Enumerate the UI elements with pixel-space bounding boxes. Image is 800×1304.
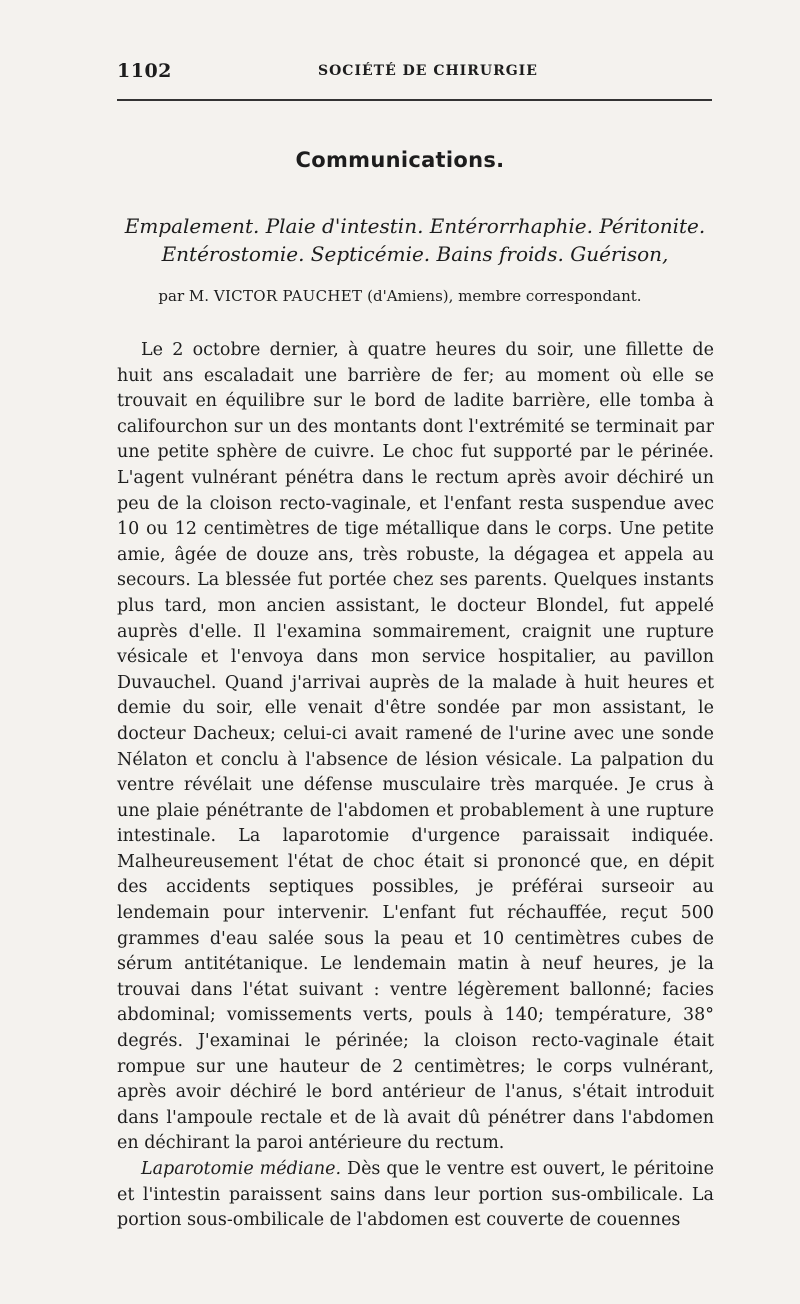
article-title: Empalement. Plaie d'intestin. Entérorrhaphie. Péritonite. Entérostomie. Septicémie. Bains froids. Guérison,: [124, 214, 706, 266]
header-rule: [117, 99, 712, 101]
paragraph-2-text: Dès que le ventre est ouvert, le péritoine et l'intestin paraissent sains dans leur portion sus-ombilicale. La portion sous-ombilicale de l'abdomen est couverte de couennes: [117, 1159, 714, 1231]
body-paragraph-2: [117, 1157, 714, 1234]
paragraph-2-lead: Laparotomie médiane.: [141, 1159, 342, 1179]
page-number: 1102: [117, 60, 172, 82]
article-body: [117, 338, 714, 1234]
byline: [0, 287, 800, 305]
byline-suffix: (d'Amiens), membre correspondant.: [367, 287, 642, 305]
byline-prefix: par M.: [158, 287, 210, 305]
section-heading: Communications.: [295, 148, 505, 172]
running-title: SOCIÉTÉ DE CHIRURGIE: [318, 63, 538, 79]
byline-author: VICTOR PAUCHET: [213, 287, 363, 305]
body-paragraph-1: Le 2 octobre dernier, à quatre heures du soir, une fillette de huit ans escaladait une barrière de fer; au moment où elle se trouvait en équilibre sur le bord de ladite barrière, elle tomba à califourchon sur un des montants dont l'extrémité se terminait par une petite sphère de cuivre. Le choc fut supporté par le périnée. L'agent vulnérant pénétra dans le rectum après avoir déchiré un peu de la cloison recto-vaginale, et l'enfant resta suspendue avec 10 ou 12 centimètres de tige métallique dans le corps. Une petite amie, âgée de douze ans, très robuste, la dégagea et appela au secours. La blessée fut portée chez ses parents. Quelques instants plus tard, mon ancien assistant, le docteur Blondel, fut appelé auprès d'elle. Il l'examina sommairement, craignit une rupture vésicale et l'envoya dans mon service hospitalier, au pavillon Duvauchel. Quand j'arrivai auprès de la malade à huit heures et demie du soir, elle venait d'être sondée par mon assistant, le docteur Dacheux; celui-ci avait ramené de l'urine avec une sonde Nélaton et conclu à l'absence de lésion vésicale. La palpation du ventre révélait une défense musculaire très marquée. Je crus à une plaie pénétrante de l'abdomen et probablement à une rupture intestinale. La laparotomie d'urgence paraissait indiquée. Malheureusement l'état de choc était si prononcé que, en dépit des accidents septiques possibles, je préférai surseoir au lendemain pour intervenir. L'enfant fut réchauffée, reçut 500 grammes d'eau salée sous la peau et 10 centimètres cubes de sérum antitétanique. Le lendemain matin à neuf heures, je la trouvai dans l'état suivant : ventre légèrement ballonné; facies abdominal; vomissements verts, pouls à 140; température, 38° degrés. J'examinai le périnée; la cloison recto-vaginale était rompue sur une hauteur de 2 centimètres; le corps vulnérant, après avoir déchiré le bord antérieur de l'anus, s'était introduit dans l'ampoule rectale et de là avait dû pénétrer dans l'abdomen en déchirant la paroi antérieure du rectum.: [117, 340, 714, 1154]
